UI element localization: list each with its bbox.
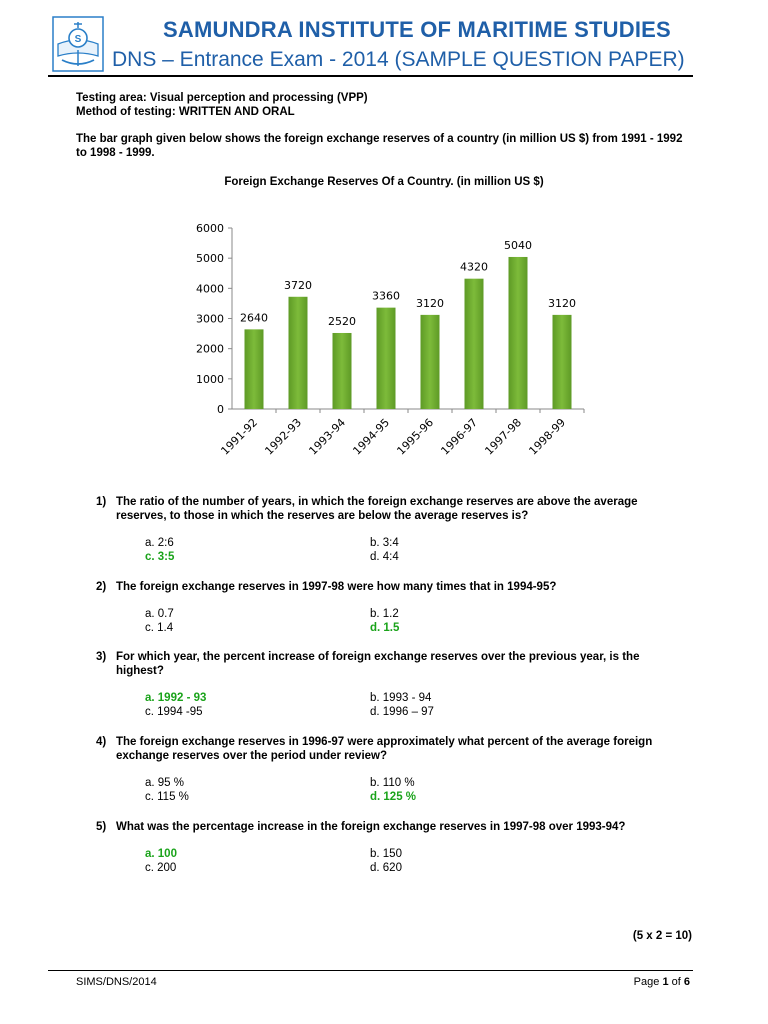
x-tick-label: 1993-94 — [306, 415, 349, 458]
question-1-option: c. 3:5 — [145, 551, 175, 563]
bar-1998-99 — [553, 315, 572, 409]
data-label: 5040 — [504, 238, 532, 252]
institute-title: SAMUNDRA INSTITUTE OF MARITIME STUDIES — [163, 17, 671, 42]
y-tick-label: 5000 — [196, 252, 224, 266]
y-tick-label: 6000 — [196, 222, 224, 235]
question-2-option: b. 1.2 — [370, 608, 399, 620]
question-1-option: d. 4:4 — [370, 551, 399, 563]
x-tick-label: 1998-99 — [526, 415, 569, 458]
bar-1993-94 — [333, 333, 352, 409]
bar-1995-96 — [421, 315, 440, 409]
question-3-option: c. 1994 -95 — [145, 706, 203, 718]
footer-divider — [48, 970, 693, 971]
bar-1996-97 — [465, 279, 484, 409]
page-word: Page — [633, 976, 660, 988]
data-label: 2640 — [240, 311, 268, 325]
svg-text:S: S — [74, 34, 82, 45]
question-number: 5) — [96, 821, 107, 833]
question-4-option: b. 110 % — [370, 777, 415, 789]
page-indicator — [634, 976, 690, 988]
question-5-option: c. 200 — [145, 862, 177, 874]
exam-title: DNS – Entrance Exam - 2014 (SAMPLE QUESTION PAPER) — [112, 48, 685, 71]
y-tick-label: 1000 — [196, 372, 224, 386]
x-tick-label: 1991-92 — [218, 415, 261, 458]
question-number: 1) — [96, 496, 107, 508]
question-1-option: a. 2:6 — [145, 537, 174, 549]
bar-chart — [190, 215, 590, 475]
question-3-option: b. 1993 - 94 — [370, 692, 432, 704]
question-1-option: b. 3:4 — [370, 537, 399, 549]
question-text: What was the percentage increase in the foreign exchange reserves in 1997-98 over 1993-94? — [116, 821, 626, 833]
data-label: 3120 — [548, 296, 576, 310]
footer-code: SIMS/DNS/2014 — [76, 976, 157, 988]
x-tick-label: 1995-96 — [394, 415, 437, 458]
question-4-option: a. 95 % — [145, 777, 184, 789]
question-2-option: a. 0.7 — [145, 608, 174, 620]
x-tick-label: 1992-93 — [262, 415, 305, 458]
page-total: 6 — [683, 976, 690, 988]
header-divider — [48, 75, 693, 77]
marks-total: (5 x 2 = 10) — [632, 930, 692, 942]
question-4-option: d. 125 % — [370, 791, 417, 803]
testing-method: Method of testing: WRITTEN AND ORAL — [76, 106, 295, 118]
question-5-option: d. 620 — [370, 862, 402, 874]
data-label: 3120 — [416, 296, 444, 310]
of-word: of — [671, 976, 681, 988]
x-tick-label: 1997-98 — [482, 415, 525, 458]
data-label: 2520 — [328, 314, 356, 328]
x-tick-label: 1996-97 — [438, 415, 481, 458]
y-tick-label: 4000 — [196, 282, 224, 296]
question-text: For which year, the percent increase of foreign exchange reserves over the previous year, is the highest? — [116, 651, 640, 677]
question-number: 2) — [96, 581, 107, 593]
intro-text: The bar graph given below shows the foreign exchange reserves of a country (in million US $) from 1991 - 1992 to 1998 - 1999. — [76, 133, 683, 159]
question-number: 3) — [96, 651, 107, 663]
bar-1992-93 — [289, 297, 308, 409]
question-text: The foreign exchange reserves in 1996-97 were approximately what percent of the average foreign exchange reserves over the period under review? — [116, 736, 653, 762]
bar-1997-98 — [509, 257, 528, 409]
data-label: 3720 — [284, 278, 312, 292]
question-2-option: c. 1.4 — [145, 622, 174, 634]
question-text: The ratio of the number of years, in which the foreign exchange reserves are above the average reserves, to those in which the reserves are below the average reserves is? — [116, 496, 638, 522]
question-5-option: b. 150 — [370, 848, 402, 860]
question-3-option: d. 1996 – 97 — [370, 706, 434, 718]
y-tick-label: 0 — [217, 403, 224, 416]
y-tick-label: 2000 — [196, 342, 224, 356]
data-label: 4320 — [460, 260, 488, 274]
bar-1994-95 — [377, 308, 396, 409]
chart-title: Foreign Exchange Reserves Of a Country. (in million US $) — [224, 176, 544, 188]
x-tick-label: 1994-95 — [350, 415, 393, 458]
data-label: 3360 — [372, 289, 400, 303]
testing-area: Testing area: Visual perception and processing (VPP) — [76, 92, 368, 104]
question-3-option: a. 1992 - 93 — [145, 692, 207, 704]
bar-1991-92 — [245, 329, 264, 409]
institute-logo-icon — [52, 16, 104, 72]
question-5-option: a. 100 — [145, 848, 177, 860]
page-number: 1 — [662, 976, 669, 988]
y-tick-label: 3000 — [196, 312, 224, 326]
question-text: The foreign exchange reserves in 1997-98 were how many times that in 1994-95? — [116, 581, 557, 593]
question-2-option: d. 1.5 — [370, 622, 400, 634]
question-number: 4) — [96, 736, 107, 748]
question-4-option: c. 115 % — [145, 791, 189, 803]
